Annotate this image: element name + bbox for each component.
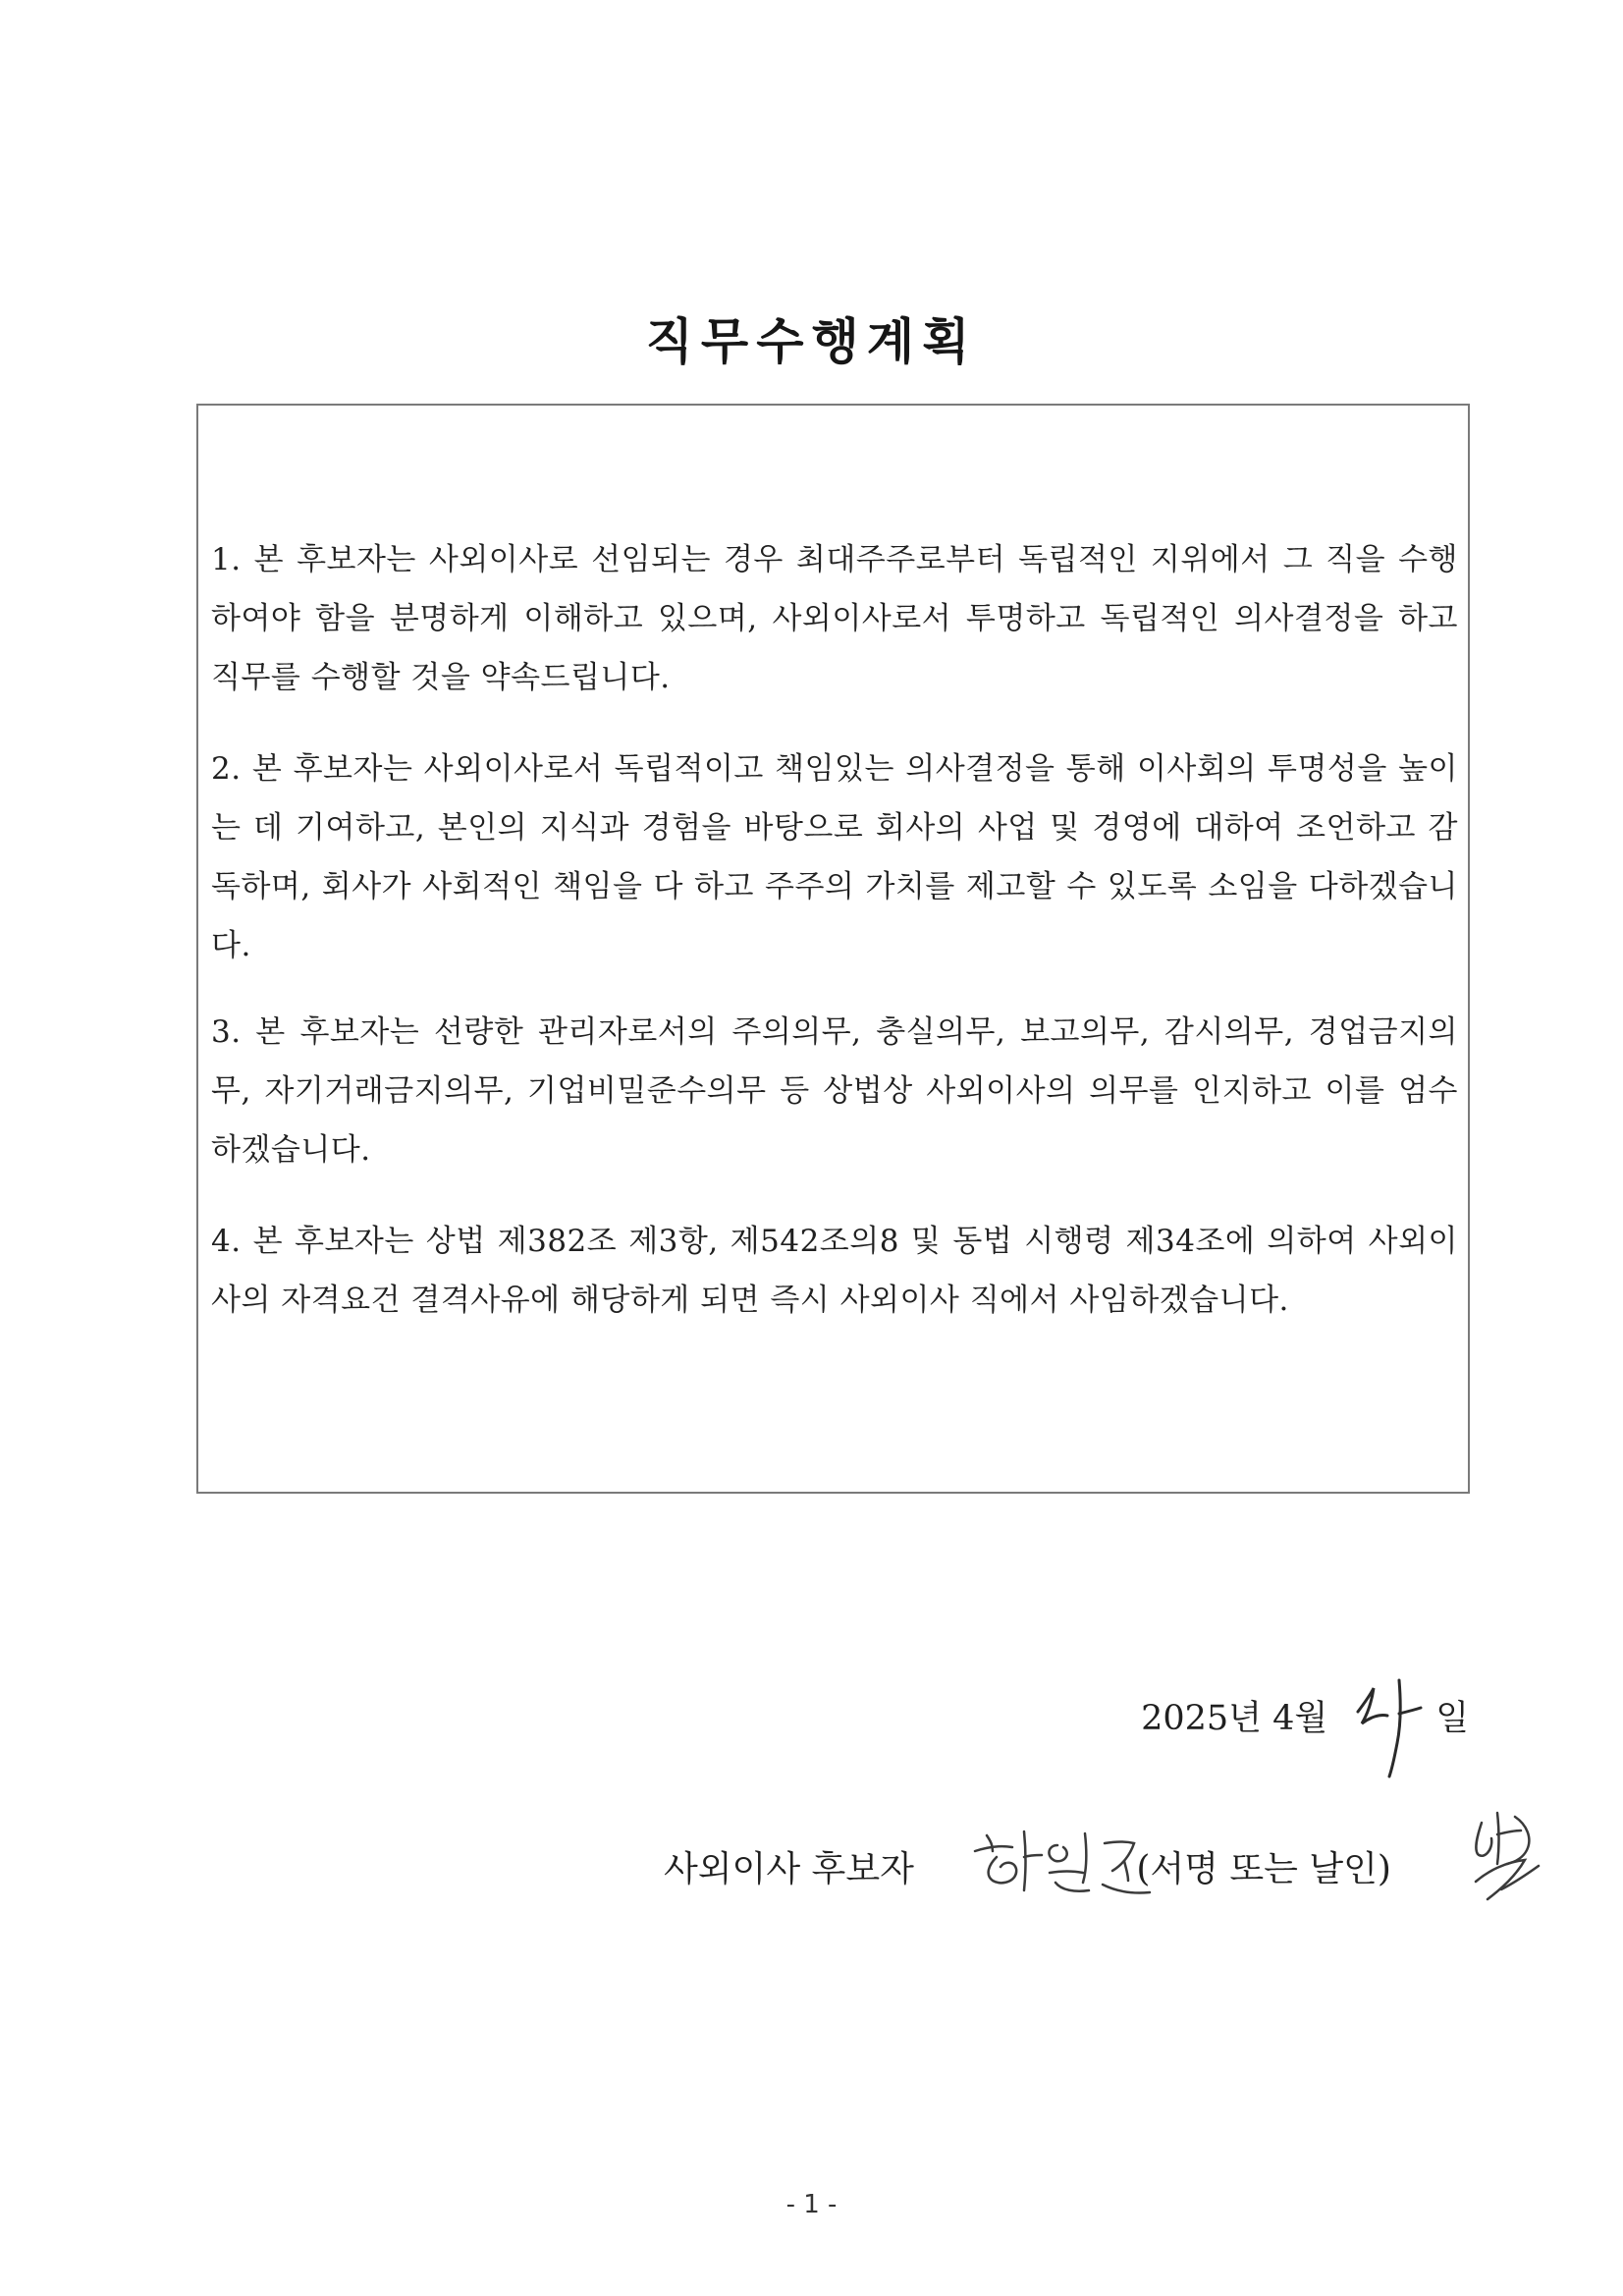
date-suffix: 일 bbox=[1435, 1699, 1469, 1738]
paragraph-1: 1. 본 후보자는 사외이사로 선임되는 경우 최대주주로부터 독립적인 지위에서 그 직을 수행하여야 함을 분명하게 이해하고 있으며, 사외이사로서 투명하고 독립적인 의사결정을 하고 직무를 수행할 것을 약속드립니다. bbox=[211, 542, 1458, 695]
handwritten-signature bbox=[967, 1822, 1173, 1910]
paragraph-2: 2. 본 후보자는 사외이사로서 독립적이고 책임있는 의사결정을 통해 이사회의 투명성을 높이는 데 기여하고, 본인의 지식과 경험을 바탕으로 회사의 사업 및 경영에 대하여 조언하고 감독하며, 회사가 사회적인 책임을 다 하고 주주의 가치를 제고할 수 있도록 소임을 다하겠습니다. bbox=[211, 751, 1458, 963]
page-number: - 1 - bbox=[785, 2190, 838, 2219]
signature-label: 사외이사 후보자 bbox=[664, 1849, 914, 1889]
handwritten-day-mark bbox=[1350, 1674, 1429, 1792]
paragraph-4: 4. 본 후보자는 상법 제382조 제3항, 제542조의8 및 동법 시행령 제34조에 의하여 사외이사의 자격요건 결격사유에 해당하게 되면 즉시 사외이사 직에서 사임하겠습니다. bbox=[211, 1224, 1458, 1318]
paragraph-3: 3. 본 후보자는 선량한 관리자로서의 주의의무, 충실의무, 보고의무, 감시의무, 경업금지의무, 자기거래금지의무, 기업비밀준수의무 등 상법상 사외이사의 의무를 인지하고 이를 엄수하겠습니다. bbox=[211, 1014, 1458, 1168]
signature-note: (서명 또는 날인) bbox=[1136, 1849, 1391, 1889]
document-title: 직무수행계획 bbox=[645, 313, 978, 370]
date-prefix: 2025년 4월 bbox=[1141, 1699, 1328, 1738]
handwritten-seal-mark bbox=[1468, 1805, 1546, 1913]
